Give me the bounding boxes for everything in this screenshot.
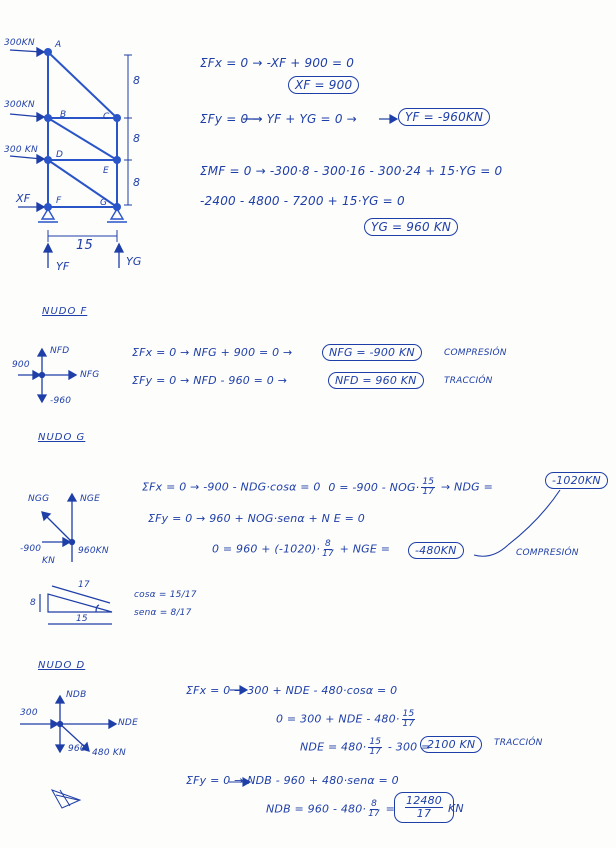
- fbd-d-nde-label: NDE: [118, 718, 138, 728]
- result-ndg: -1020KN: [545, 472, 608, 489]
- eq-d-sum-fy-2: [266, 800, 395, 819]
- eq-f-sum-fx: ΣFx = 0 → NFG + 900 = 0 →: [132, 346, 293, 359]
- section-title-nudo-f: NUDO F: [42, 306, 88, 317]
- note-nfd-traction: TRACCIÓN: [444, 376, 493, 386]
- eq-g-sum-fx: [142, 478, 493, 497]
- eq-d-sum-fx-3: [300, 738, 431, 757]
- fbd-d-left-value: 300: [20, 708, 38, 718]
- sen-alpha: senα = 8/17: [134, 608, 192, 618]
- fbd-f-nfg-label: NFG: [80, 370, 100, 380]
- triangle-hyp-label: 17: [78, 580, 90, 590]
- result-yf: YF = -960KN: [398, 108, 490, 126]
- node-c: [113, 114, 121, 122]
- result-ndb-unit: KN: [448, 802, 464, 815]
- eq-sum-fy: ΣFy = 0 → YF + YG = 0 →: [200, 112, 357, 126]
- dim-label-3: 8: [133, 176, 141, 189]
- fbd-f-left-value: 900: [12, 360, 30, 370]
- fbd-f-down-value: -960: [50, 396, 72, 406]
- result-yg: YG = 960 KN: [364, 218, 458, 236]
- node-label-d: D: [56, 150, 64, 160]
- note-nfg-compression: COMPRESIÓN: [444, 348, 507, 358]
- eq-d-frac-xc-num: 15: [369, 737, 382, 747]
- node-label-g: G: [100, 198, 108, 208]
- result-xf: XF = 900: [288, 76, 359, 94]
- node-label-f: F: [56, 196, 62, 206]
- eq-d-sum-fx: ΣFx = 0 → 300 + NDE - 480·cosα = 0: [186, 684, 398, 697]
- reaction-label-yg: YG: [126, 255, 142, 268]
- fbd-f-nfd-label: NFD: [50, 346, 70, 356]
- triangle-base-label: 15: [76, 614, 88, 624]
- eq-g-sum-fy-c: + NGE =: [339, 542, 391, 556]
- eq-d-frac-xb-num: 15: [402, 709, 415, 719]
- node-b: [44, 114, 52, 122]
- eq-d-sum-fx-b: 0 = 300 + NDE - 480·: [276, 712, 400, 726]
- eq-d-sum-fx-c2: - 300 =: [387, 740, 431, 754]
- eq-d-sum-fx-2: [276, 710, 417, 729]
- node-label-b: B: [60, 110, 67, 120]
- eq-g-frac-x-num: 15: [422, 477, 435, 487]
- fbd-g-left-value: -900: [20, 544, 42, 554]
- fbd-g-nog-label: NGG: [28, 494, 50, 504]
- fbd-d-diag-value: 480 KN: [92, 748, 126, 758]
- result-ndb-num: 12480: [406, 794, 442, 807]
- dim-label-1: 8: [133, 74, 141, 87]
- eq-d-frac-yb-den: 17: [368, 809, 380, 819]
- cos-alpha: cosα = 15/17: [134, 590, 197, 600]
- triangle-side-label: 8: [30, 598, 36, 608]
- eq-d-sum-fx-c: NDE = 480·: [300, 740, 367, 754]
- truss-member-ac: [48, 52, 117, 118]
- eq-d-frac-xc-den: 17: [369, 747, 382, 757]
- eq-sum-mf-2: -2400 - 4800 - 7200 + 15·YG = 0: [200, 194, 405, 208]
- eq-g-sum-fx-b: 0 = -900 - NOG·: [328, 480, 420, 494]
- eq-g-sum-fy-b: 0 = 960 + (-1020)·: [212, 542, 321, 556]
- node-label-c: C: [103, 112, 110, 122]
- eq-d-sum-fy: ΣFy = 0 → NDB - 960 + 480·senα = 0: [186, 774, 399, 787]
- fbd-g-up-value: 960KN: [78, 546, 109, 556]
- eq-d-sum-fy-b2: =: [385, 802, 396, 816]
- fbd-d-ndb-label: NDB: [66, 690, 87, 700]
- dim-label-width: 15: [76, 238, 93, 253]
- result-ndb-den: 17: [416, 807, 432, 820]
- load-label-d: 300 KN: [4, 145, 38, 155]
- eq-d-frac-xb-den: 17: [402, 719, 415, 729]
- reaction-label-xf: XF: [16, 192, 31, 205]
- eq-d-sum-fy-b: NDB = 960 - 480·: [266, 802, 367, 816]
- eq-sum-mf: ΣMF = 0 → -300·8 - 300·16 - 300·24 + 15·YG = 0: [200, 164, 503, 178]
- section-title-nudo-g: NUDO G: [38, 432, 86, 443]
- load-label-b: 300KN: [4, 100, 35, 110]
- result-nfg: NFG = -900 KN: [322, 344, 422, 361]
- result-nde: 2100 KN: [420, 736, 482, 753]
- note-ngg-compression: COMPRESIÓN: [516, 548, 579, 558]
- result-ndb: [394, 792, 454, 823]
- node-label-e: E: [103, 166, 109, 176]
- eq-sum-fx: ΣFx = 0 → -XF + 900 = 0: [200, 56, 355, 70]
- fbd-g-left-unit: KN: [42, 556, 56, 566]
- eq-g-frac-y-den: 17: [322, 549, 334, 559]
- eq-g-sum-fx-a: ΣFx = 0 → -900 - NDG·cosα = 0: [142, 480, 321, 494]
- eq-g-frac-y-num: 8: [325, 539, 331, 549]
- reaction-label-yf: YF: [56, 260, 70, 273]
- fbd-g-nge-label: NGE: [80, 494, 100, 504]
- node-d: [44, 156, 52, 164]
- result-nge: -480KN: [408, 542, 464, 559]
- eq-f-sum-fy: ΣFy = 0 → NFD - 960 = 0 →: [132, 374, 288, 387]
- load-label-a: 300KN: [4, 38, 35, 48]
- eq-d-frac-yb-num: 8: [371, 799, 377, 809]
- result-nfd: NFD = 960 KN: [328, 372, 424, 389]
- eq-g-sum-fy-2: [212, 540, 390, 559]
- node-label-a: A: [55, 40, 62, 50]
- note-nde-traction: TRACCIÓN: [494, 738, 543, 748]
- fbd-d-down-value: 960: [68, 744, 86, 754]
- node-e: [113, 156, 121, 164]
- dim-label-2: 8: [133, 132, 141, 145]
- eq-g-sum-fy: ΣFy = 0 → 960 + NOG·senα + N E = 0: [148, 512, 365, 525]
- eq-g-frac-x-den: 17: [422, 487, 435, 497]
- section-title-nudo-d: NUDO D: [38, 660, 86, 671]
- eq-g-sum-fx-c: → NDG =: [440, 480, 493, 494]
